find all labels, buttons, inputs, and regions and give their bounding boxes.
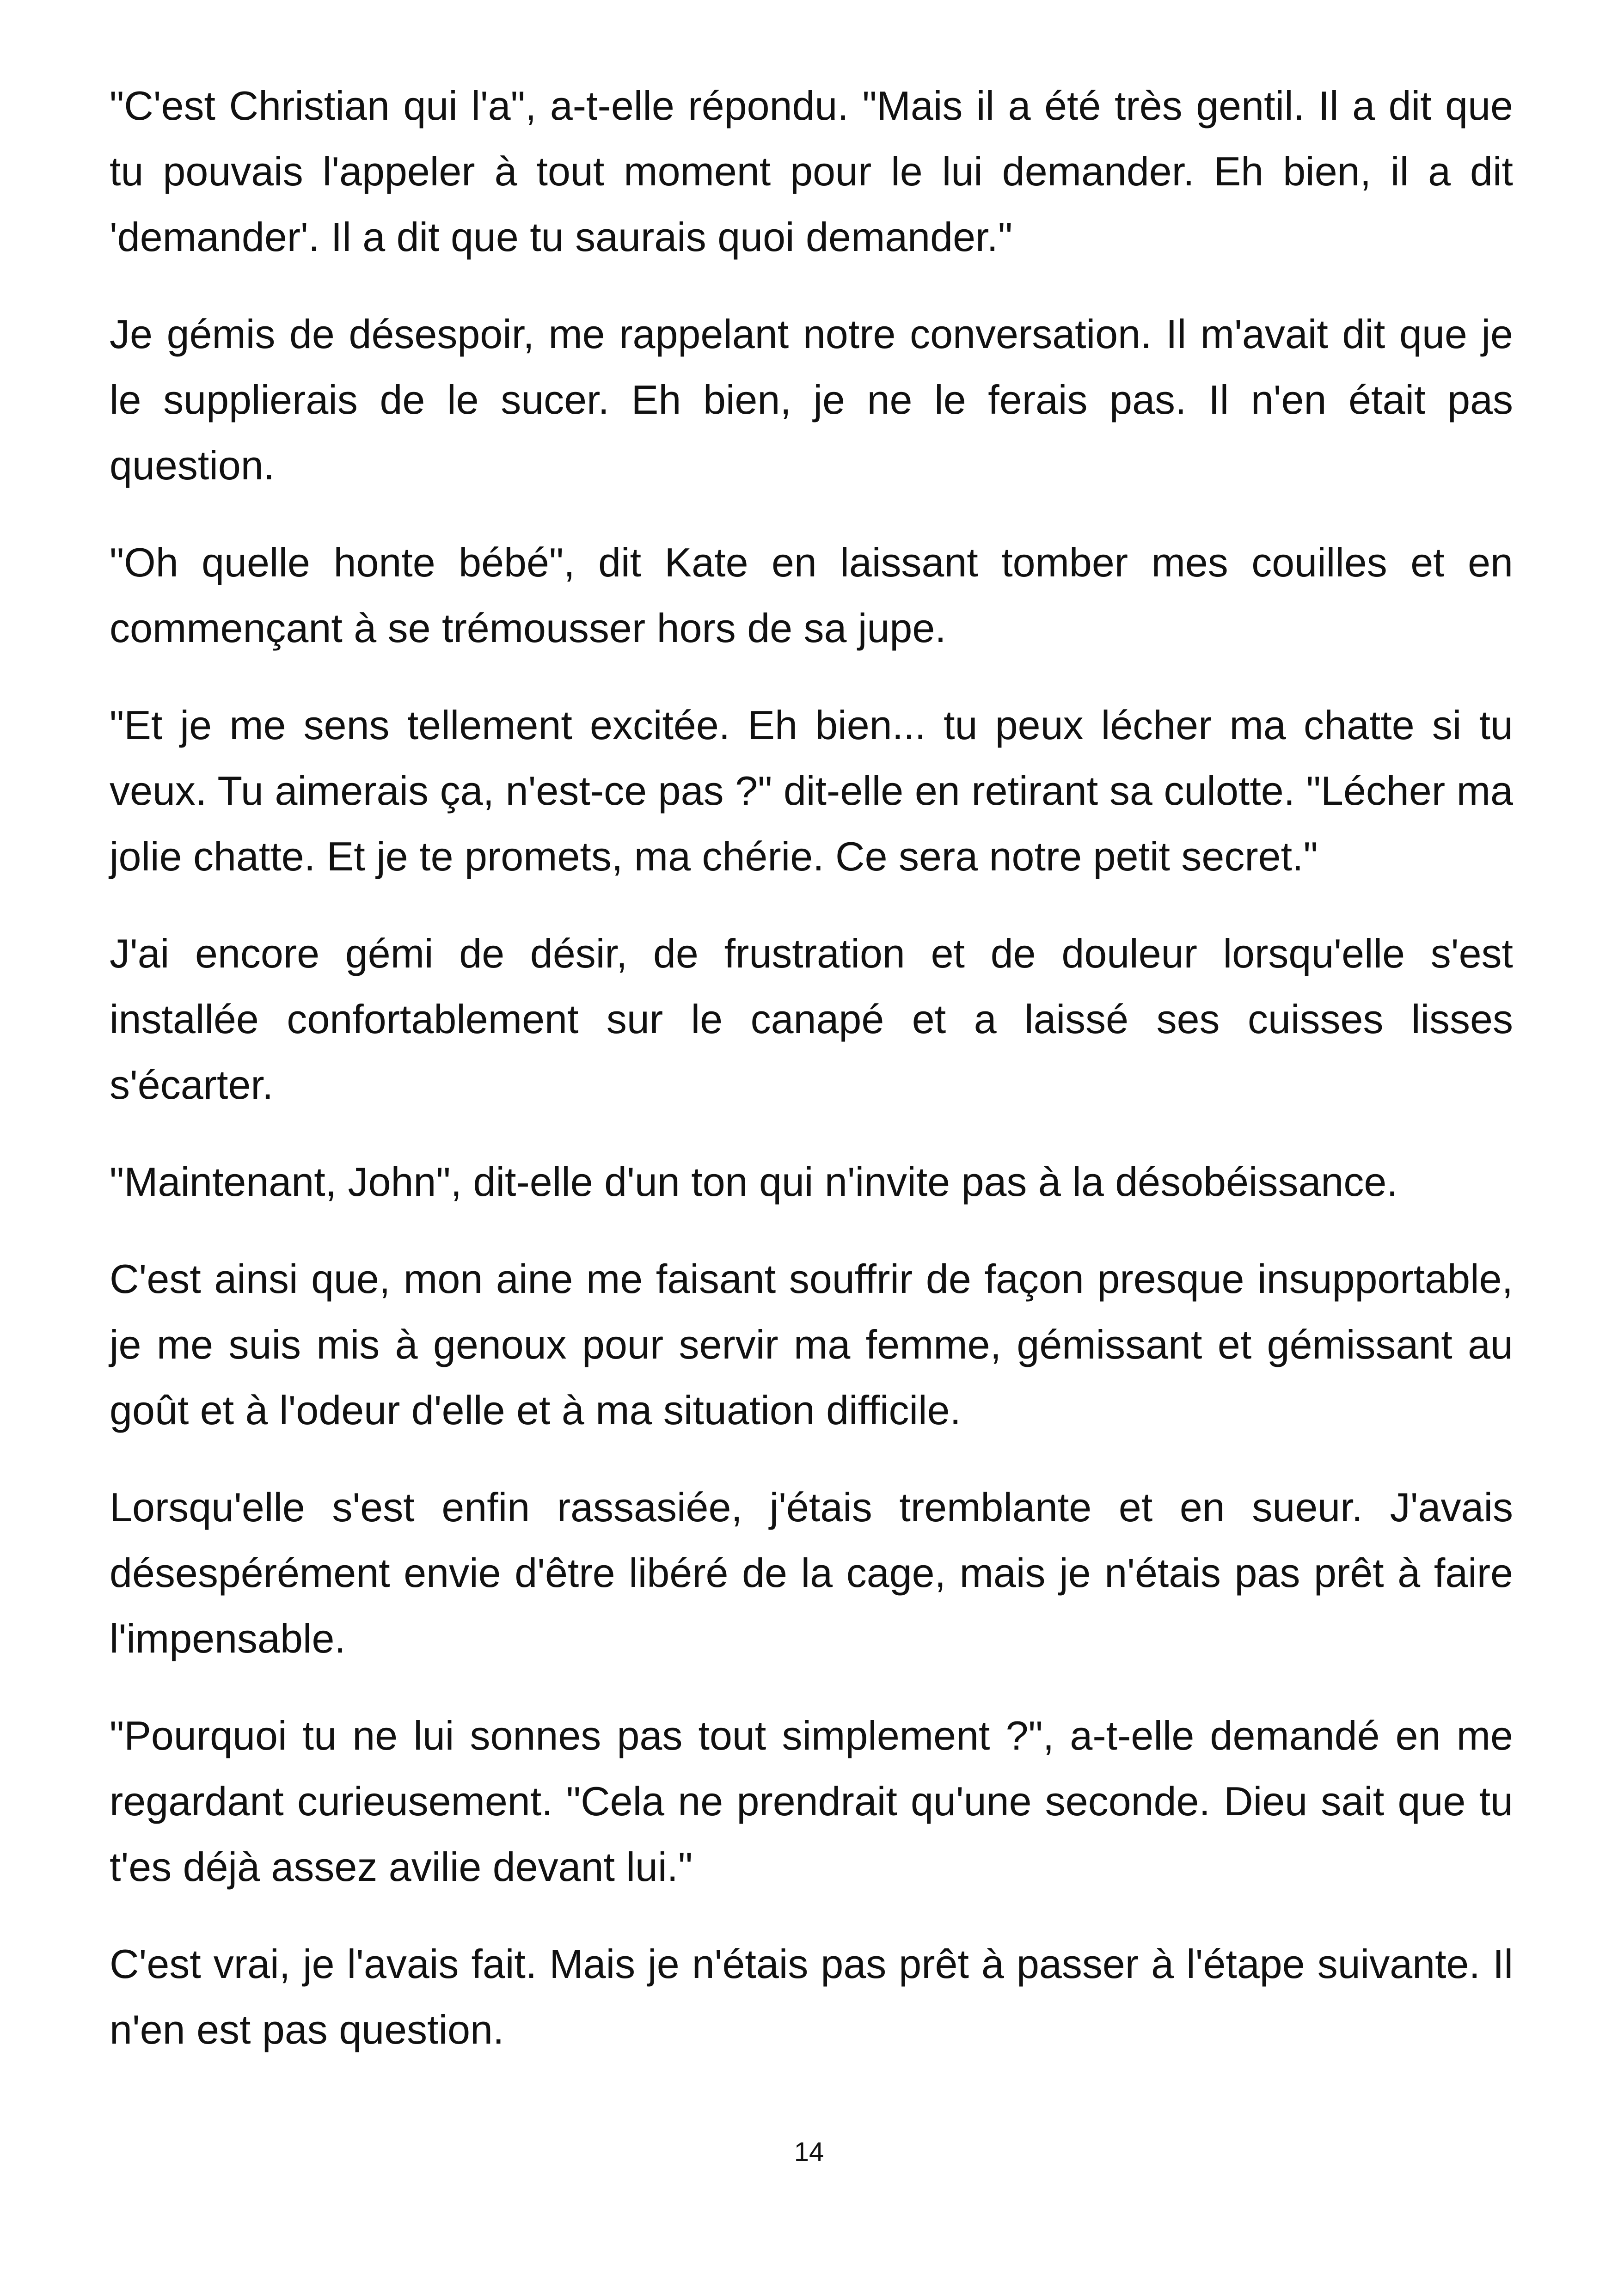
body-text <box>110 73 1513 2094</box>
paragraph: Je gémis de désespoir, me rappelant notre conversation. Il m'avait dit que je le supplierais de le sucer. Eh bien, je ne le ferais pas. Il n'en était pas question. <box>110 311 1513 488</box>
paragraph: C'est ainsi que, mon aine me faisant souffrir de façon presque insupportable, je me suis mis à genoux pour servir ma femme, gémissant et gémissant au goût et à l'odeur d'elle et à ma situation difficile. <box>110 1256 1513 1433</box>
paragraph: J'ai encore gémi de désir, de frustration et de douleur lorsqu'elle s'est installée confortablement sur le canapé et a laissé ses cuisses lisses s'écarter. <box>110 931 1513 1108</box>
paragraph: "Pourquoi tu ne lui sonnes pas tout simplement ?", a-t-elle demandé en me regardant curieusement. "Cela ne prendrait qu'une seconde. Dieu sait que tu t'es déjà assez avilie devant lui." <box>110 1713 1513 1890</box>
paragraph: C'est vrai, je l'avais fait. Mais je n'étais pas prêt à passer à l'étape suivante. Il n'en est pas question. <box>110 1941 1513 2052</box>
paragraph: "Et je me sens tellement excitée. Eh bien... tu peux lécher ma chatte si tu veux. Tu aimerais ça, n'est-ce pas ?" dit-elle en retirant sa culotte. "Lécher ma jolie chatte. Et je te promets, ma chérie. Ce sera notre petit secret." <box>110 702 1513 879</box>
paragraph: "Oh quelle honte bébé", dit Kate en laissant tomber mes couilles et en commençant à se trémousser hors de sa jupe. <box>110 539 1513 651</box>
page-number: 14 <box>794 2137 824 2167</box>
paragraph: Lorsqu'elle s'est enfin rassasiée, j'étais tremblante et en sueur. J'avais désespérément envie d'être libéré de la cage, mais je n'étais pas prêt à faire l'impensable. <box>110 1484 1513 1661</box>
paragraph: "Maintenant, John", dit-elle d'un ton qui n'invite pas à la désobéissance. <box>110 1159 1398 1205</box>
paragraph: "C'est Christian qui l'a", a-t-elle répondu. "Mais il a été très gentil. Il a dit que tu pouvais l'appeler à tout moment pour le lui demander. Eh bien, il a dit 'demander'. Il a dit que tu saurais quoi demander." <box>110 83 1513 260</box>
